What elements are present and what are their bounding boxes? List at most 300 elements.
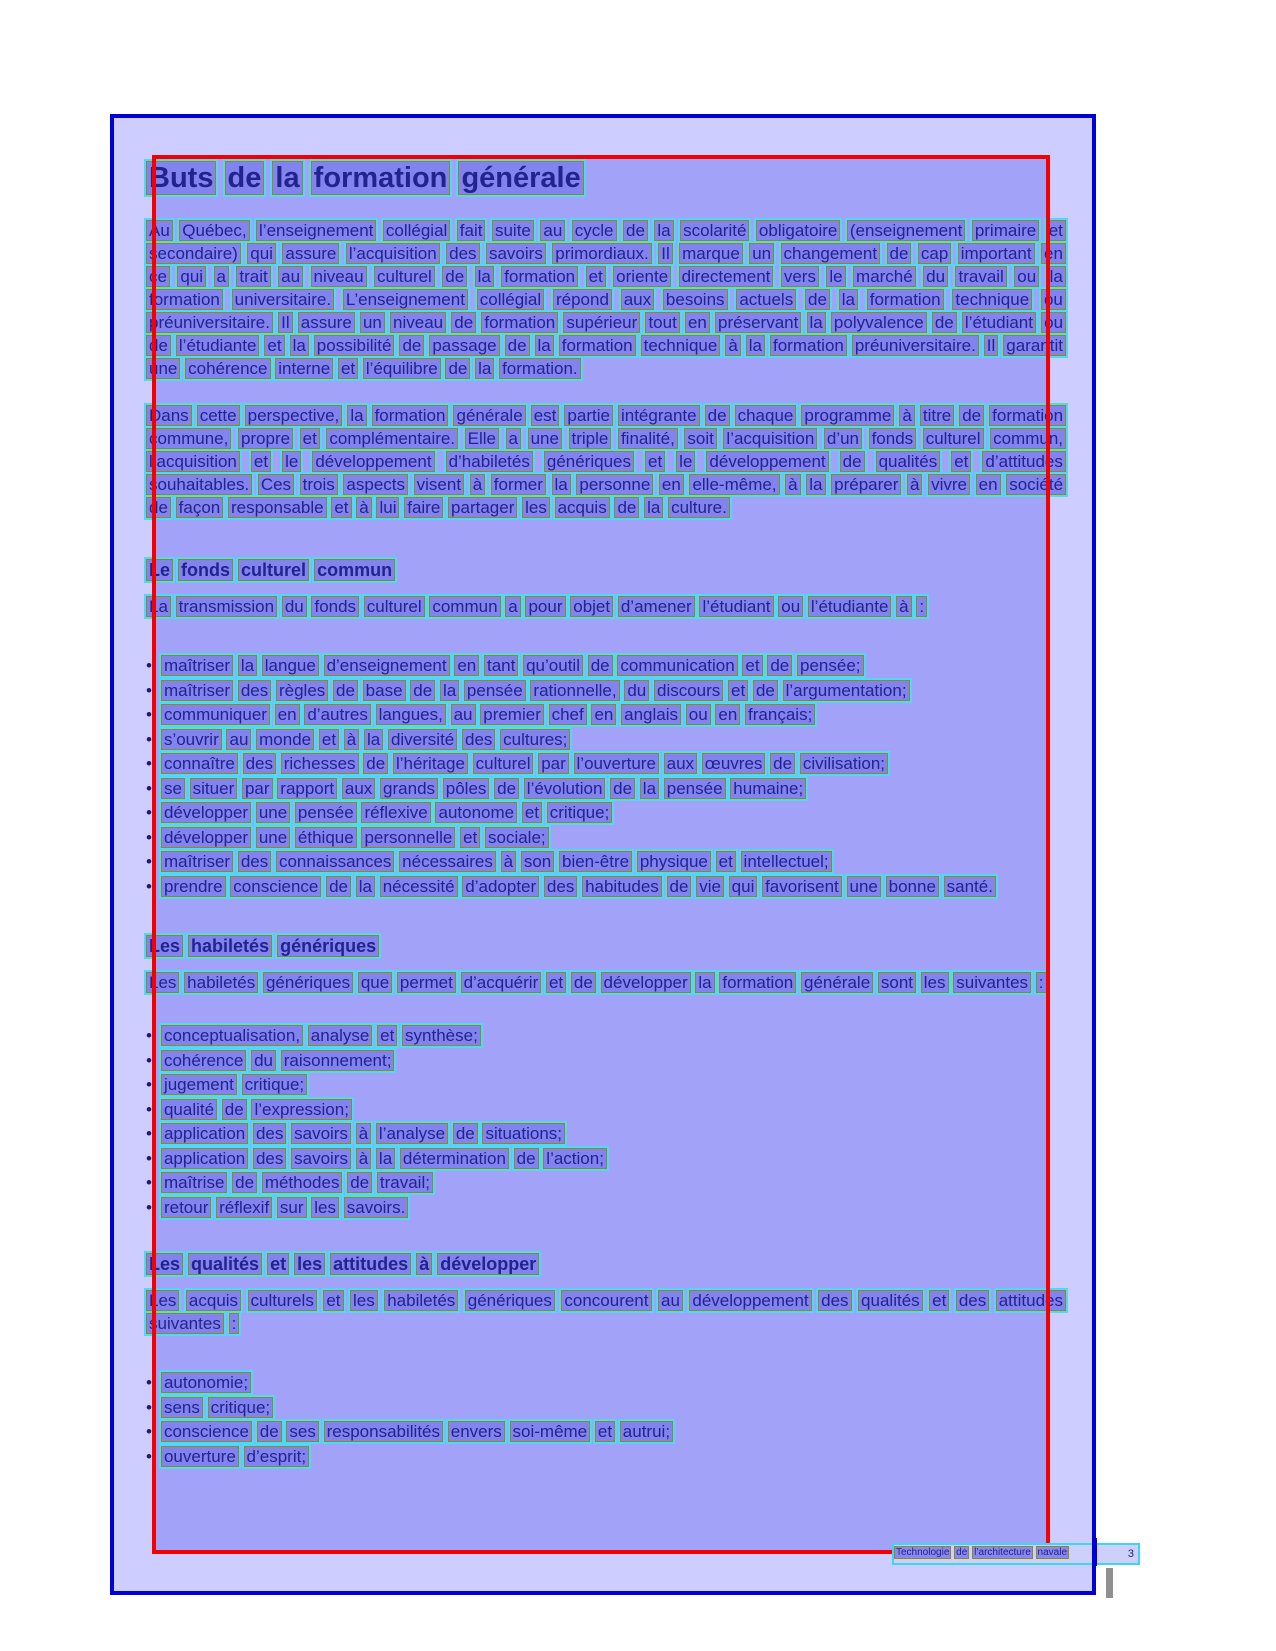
ocr-word-box: culturel — [238, 559, 309, 581]
ocr-word-box: l’équilibre — [363, 358, 441, 379]
list-item — [146, 801, 1066, 826]
ocr-word-box: partie — [564, 405, 613, 426]
list-item — [146, 1445, 1066, 1470]
ocr-word-box: application — [161, 1148, 248, 1169]
ocr-word-box: jugement — [161, 1074, 237, 1095]
ocr-word-box: d’autres — [304, 704, 370, 725]
ocr-word-box: titre — [920, 405, 954, 426]
ocr-word-box: perspective, — [245, 405, 343, 426]
ocr-word-box: ou — [1041, 312, 1066, 333]
ocr-word-box: souhaitables. — [146, 474, 252, 495]
ocr-word-box: l’action; — [543, 1148, 607, 1169]
ocr-word-box: fonds — [869, 428, 917, 449]
ocr-word-box: la — [440, 680, 459, 701]
ocr-word-box: Technologie — [896, 1547, 950, 1558]
ocr-word-box: des — [544, 876, 577, 897]
bullet-icon: • — [146, 1124, 152, 1143]
ocr-word-box: physique — [637, 851, 711, 872]
page-number: 3 — [1127, 1548, 1134, 1560]
ocr-word-box: critique; — [547, 802, 613, 823]
bullet-icon: • — [146, 1173, 152, 1192]
ocr-word-box: : — [1036, 972, 1047, 993]
text-cursor — [1106, 1568, 1113, 1598]
ocr-word-box: collégial — [477, 289, 544, 310]
ocr-word-box: pôles — [443, 778, 490, 799]
ocr-word-box: elle-même, — [689, 474, 779, 495]
ocr-word-box: du — [282, 596, 307, 617]
ocr-word-box: santé. — [944, 876, 996, 897]
ocr-word-box: de — [514, 1148, 539, 1169]
ocr-word-box: génériques — [465, 1290, 555, 1311]
ocr-word-box: des — [253, 1123, 286, 1144]
ocr-word-box: de — [505, 335, 530, 356]
ocr-word-box: de — [222, 1099, 247, 1120]
ocr-word-box: Il — [278, 312, 293, 333]
ocr-word-box: générale — [458, 161, 583, 195]
ocr-word-box: nécessaires — [399, 851, 496, 872]
ocr-word-box: technique — [952, 289, 1032, 310]
ocr-word-box: l’étudiante — [176, 335, 260, 356]
ocr-word-box: le — [282, 451, 301, 472]
ocr-word-box: la — [364, 729, 383, 750]
ocr-word-box: en — [591, 704, 616, 725]
ocr-word-box: développement — [689, 1290, 811, 1311]
ocr-word-box: et — [323, 1290, 343, 1311]
ocr-word-box: habiletés — [184, 972, 258, 993]
ocr-word-box: et — [377, 1025, 397, 1046]
page-title — [146, 159, 1066, 197]
ocr-word-box: une — [256, 802, 290, 823]
ocr-word-box: la — [290, 335, 309, 356]
ocr-word-box: de — [347, 1172, 372, 1193]
ocr-word-box: qui — [729, 876, 758, 897]
bullet-icon: • — [146, 1075, 152, 1094]
ocr-word-box: formation — [989, 405, 1066, 426]
ocr-word-box: et — [522, 802, 542, 823]
section-heading-qualites — [146, 1253, 1066, 1276]
ocr-word-box: a — [506, 428, 521, 449]
ocr-word-box: l’étudiant — [962, 312, 1036, 333]
ocr-word-box: soit — [684, 428, 716, 449]
ocr-word-box: au — [451, 704, 476, 725]
ocr-word-box: de — [146, 497, 171, 518]
ocr-word-box: une — [528, 428, 562, 449]
ocr-word-box: aux — [664, 753, 697, 774]
bullet-icon: • — [146, 803, 152, 822]
ocr-word-box: et — [338, 358, 358, 379]
ocr-word-box: sociale; — [485, 827, 549, 848]
ocr-word-box: fonds — [311, 596, 359, 617]
ocr-word-box: la — [644, 497, 663, 518]
ocr-word-box: préuniversitaire. — [852, 335, 979, 356]
ocr-word-box: l’expression; — [251, 1099, 352, 1120]
ocr-word-box: niveau — [390, 312, 446, 333]
ocr-word-box: Les — [146, 1253, 183, 1275]
ocr-word-box: savoirs — [486, 243, 546, 264]
ocr-word-box: trait — [236, 266, 270, 287]
ocr-word-box: en — [1041, 243, 1066, 264]
ocr-word-box: culturel — [374, 266, 435, 287]
ocr-word-box: habitudes — [582, 876, 662, 897]
ocr-word-box: objet — [570, 596, 613, 617]
ocr-word-box: une — [256, 827, 290, 848]
ocr-word-box: personne — [576, 474, 653, 495]
ocr-word-box: de — [333, 680, 358, 701]
ocr-word-box: Les — [146, 972, 179, 993]
ocr-word-box: : — [916, 596, 927, 617]
ocr-word-box: raisonnement; — [281, 1050, 395, 1071]
ocr-word-box: niveau — [311, 266, 367, 287]
ocr-word-box: de — [959, 405, 984, 426]
ocr-word-box: ou — [1014, 266, 1039, 287]
ocr-word-box: à — [907, 474, 922, 495]
ocr-word-box: fait — [457, 220, 486, 241]
ocr-word-box: de — [363, 753, 388, 774]
ocr-word-box: répond — [553, 289, 612, 310]
ocr-word-box: vers — [781, 266, 819, 287]
ocr-word-box: du — [624, 680, 649, 701]
ocr-word-box: aux — [342, 778, 375, 799]
ocr-word-box: chef — [549, 704, 587, 725]
ocr-word-box: l’acquisition — [146, 451, 240, 472]
ocr-word-box: grands — [380, 778, 438, 799]
ocr-word-box: une — [146, 358, 180, 379]
ocr-word-box: travail; — [377, 1172, 433, 1193]
ocr-word-box: conceptualisation, — [161, 1025, 303, 1046]
ocr-word-box: qualités — [876, 451, 941, 472]
ocr-word-box: et — [645, 451, 665, 472]
list-item — [146, 1098, 1066, 1123]
ocr-word-box: développement — [312, 451, 434, 472]
ocr-word-box: d’un — [824, 428, 862, 449]
bullet-icon: • — [146, 827, 152, 847]
bullet-icon: • — [146, 729, 152, 749]
list-item — [146, 1147, 1066, 1172]
ocr-word-box: à — [501, 851, 516, 872]
ocr-word-box: des — [238, 680, 271, 701]
bullet-icon: • — [146, 680, 152, 700]
ocr-word-box: de — [770, 753, 795, 774]
ocr-word-box: de — [232, 1172, 257, 1193]
ocr-word-box: de — [445, 358, 470, 379]
ocr-word-box: ou — [1041, 289, 1066, 310]
ocr-word-box: formation — [770, 335, 847, 356]
ocr-word-box: d’habiletés — [446, 451, 533, 472]
ocr-word-box: la — [238, 655, 257, 676]
ocr-word-box: des — [446, 243, 479, 264]
ocr-word-box: formation — [867, 289, 944, 310]
ocr-word-box: de — [442, 266, 467, 287]
ocr-word-box: de — [571, 972, 596, 993]
ocr-word-box: et — [264, 335, 284, 356]
list-item — [146, 679, 1066, 704]
ocr-word-box: qualités — [858, 1290, 923, 1311]
ocr-word-box: à — [356, 497, 371, 518]
ocr-word-box: société — [1006, 474, 1066, 495]
ocr-word-box: visent — [414, 474, 464, 495]
ocr-word-box: formation — [372, 405, 449, 426]
ocr-word-box: préservant — [715, 312, 801, 333]
list-item — [146, 875, 1066, 900]
ocr-word-box: transmission — [176, 596, 277, 617]
ocr-word-box: de — [767, 655, 792, 676]
ocr-word-box: à — [896, 596, 911, 617]
ocr-word-box: méthodes — [262, 1172, 343, 1193]
ocr-word-box: de — [410, 680, 435, 701]
ocr-word-box: développer — [161, 827, 251, 848]
ocr-word-box: et — [1046, 220, 1066, 241]
ocr-word-box: commun, — [990, 428, 1066, 449]
document-content — [146, 157, 1066, 1469]
ocr-word-box: l’évolution — [524, 778, 606, 799]
ocr-word-box: d’esprit; — [244, 1446, 310, 1467]
ocr-word-box: communiquer — [161, 704, 270, 725]
ocr-word-box: qui — [247, 243, 276, 264]
ocr-word-box: Dans — [146, 405, 192, 426]
ocr-word-box: l’acquisition — [723, 428, 817, 449]
ocr-word-box: et — [331, 497, 351, 518]
ocr-word-box: collégial — [383, 220, 450, 241]
list-item — [146, 1024, 1066, 1049]
bullet-list-qualites — [146, 1371, 1066, 1469]
ocr-word-box: formation — [481, 312, 558, 333]
ocr-word-box: et — [300, 428, 320, 449]
ocr-word-box: pensée — [664, 778, 726, 799]
list-item — [146, 1122, 1066, 1147]
ocr-word-box: la — [806, 474, 825, 495]
ocr-word-box: rationnelle, — [530, 680, 619, 701]
ocr-word-box: formation. — [499, 358, 581, 379]
ocr-word-box: réflexive — [361, 802, 430, 823]
ocr-word-box: des — [253, 1148, 286, 1169]
ocr-word-box: commune, — [146, 428, 231, 449]
ocr-word-box: à — [470, 474, 485, 495]
ocr-word-box: développer — [437, 1253, 539, 1275]
ocr-word-box: connaissances — [276, 851, 394, 872]
ocr-word-box: humaine; — [730, 778, 806, 799]
ocr-word-box: directement — [679, 266, 774, 287]
footer-line — [892, 1543, 1140, 1565]
ocr-word-box: situations; — [482, 1123, 565, 1144]
ocr-word-box: vie — [696, 876, 724, 897]
ocr-word-box: technique — [641, 335, 721, 356]
ocr-word-box: oriente — [613, 266, 671, 287]
ocr-word-box: lui — [376, 497, 399, 518]
ocr-word-box: culturel — [473, 753, 534, 774]
ocr-word-box: et — [586, 266, 606, 287]
ocr-word-box: Ces — [258, 474, 294, 495]
ocr-word-box: L’enseignement — [343, 289, 468, 310]
ocr-word-box: par — [538, 753, 569, 774]
ocr-word-box: travail — [955, 266, 1006, 287]
ocr-word-box: de — [326, 876, 351, 897]
ocr-word-box: former — [491, 474, 546, 495]
ocr-word-box: aspects — [343, 474, 408, 495]
ocr-word-box: et — [742, 655, 762, 676]
ocr-word-box: formation — [311, 161, 451, 195]
ocr-word-box: la — [695, 972, 714, 993]
ocr-word-box: la — [376, 1148, 395, 1169]
ocr-word-box: la — [654, 220, 673, 241]
ocr-word-box: culturels — [248, 1290, 317, 1311]
ocr-word-box: générale — [453, 405, 525, 426]
ocr-word-box: Le — [146, 559, 173, 581]
ocr-word-box: d’adopter — [462, 876, 539, 897]
ocr-word-box: d’enseignement — [324, 655, 450, 676]
section-heading-fonds-culturel — [146, 559, 1066, 582]
ocr-word-box: conscience — [161, 1421, 252, 1442]
ocr-word-box: attitudes — [330, 1253, 411, 1275]
ocr-word-box: à — [356, 1148, 371, 1169]
ocr-word-box: des — [243, 753, 276, 774]
list-item — [146, 654, 1066, 679]
bullet-icon: • — [146, 705, 152, 724]
ocr-word-box: formation — [501, 266, 578, 287]
ocr-word-box: langues, — [376, 704, 446, 725]
ocr-word-box: l’analyse — [376, 1123, 448, 1144]
ocr-word-box: d’attitudes — [982, 451, 1066, 472]
ocr-word-box: obligatoire — [756, 220, 840, 241]
ocr-word-box: Il — [984, 335, 999, 356]
ocr-word-box: culturel — [364, 596, 425, 617]
ocr-word-box: un — [360, 312, 385, 333]
ocr-word-box: la — [839, 289, 858, 310]
ocr-word-box: et — [951, 451, 971, 472]
ocr-word-box: changement — [781, 243, 881, 264]
ocr-word-box: de — [399, 335, 424, 356]
ocr-word-box: commun — [429, 596, 500, 617]
ocr-word-box: attitudes — [996, 1290, 1066, 1311]
ocr-word-box: de — [588, 655, 613, 676]
ocr-word-box: maîtriser — [161, 851, 233, 872]
ocr-word-box: des — [238, 851, 271, 872]
ocr-word-box: Les — [146, 1290, 179, 1311]
bullet-icon: • — [146, 754, 152, 773]
bullet-icon: • — [146, 778, 152, 798]
ocr-word-box: qualités — [188, 1253, 262, 1275]
ocr-word-box: chaque — [735, 405, 797, 426]
ocr-word-box: autonome — [435, 802, 517, 823]
ocr-word-box: ou — [778, 596, 803, 617]
ocr-word-box: au — [540, 220, 565, 241]
ocr-word-box: besoins — [663, 289, 728, 310]
ocr-word-box: qu’outil — [523, 655, 583, 676]
ocr-word-box: ou — [686, 704, 711, 725]
intro-paragraph-2 — [146, 404, 1066, 519]
ocr-word-box: acquis — [555, 497, 610, 518]
ocr-word-box: navale — [1037, 1547, 1068, 1558]
ocr-word-box: acquis — [186, 1290, 241, 1311]
ocr-word-box: sur — [277, 1197, 307, 1218]
ocr-word-box: et — [595, 1421, 615, 1442]
section-heading-habiletes — [146, 935, 1066, 958]
ocr-word-box: primordiaux. — [552, 243, 652, 264]
ocr-word-box: de — [840, 451, 865, 472]
ocr-word-box: génériques — [277, 935, 379, 957]
ocr-word-box: cultures; — [500, 729, 570, 750]
bullet-icon: • — [146, 852, 152, 871]
ocr-word-box: actuels — [736, 289, 796, 310]
ocr-word-box: l’ouverture — [574, 753, 659, 774]
ocr-word-box: concourent — [561, 1290, 651, 1311]
ocr-word-box: personnelle — [361, 827, 455, 848]
ocr-word-box: culturel — [923, 428, 984, 449]
ocr-word-box: garantit — [1003, 335, 1066, 356]
ocr-word-box: complémentaire. — [326, 428, 458, 449]
ocr-word-box: Québec, — [179, 220, 249, 241]
ocr-word-box: supérieur — [563, 312, 640, 333]
ocr-word-box: en — [976, 474, 1001, 495]
ocr-word-box: des — [956, 1290, 989, 1311]
ocr-word-box: passage — [429, 335, 499, 356]
ocr-word-box: trois — [300, 474, 338, 495]
ocr-word-box: en — [715, 704, 740, 725]
ocr-word-box: ce — [146, 266, 170, 287]
ocr-word-box: formation — [146, 289, 223, 310]
ocr-word-box: génériques — [263, 972, 353, 993]
ocr-word-box: de — [667, 876, 692, 897]
ocr-word-box: en — [454, 655, 479, 676]
ocr-word-box: à — [344, 729, 359, 750]
ocr-word-box: discours — [654, 680, 723, 701]
ocr-word-box: cycle — [572, 220, 617, 241]
ocr-word-box: de — [623, 220, 648, 241]
ocr-word-box: formation — [559, 335, 636, 356]
ocr-word-box: faire — [404, 497, 443, 518]
ocr-word-box: commun — [314, 559, 395, 581]
ocr-word-box: l’acquisition — [346, 243, 440, 264]
ocr-word-box: cohérence — [161, 1050, 246, 1071]
ocr-word-box: réflexif — [216, 1197, 272, 1218]
ocr-word-box: responsabilités — [324, 1421, 443, 1442]
ocr-word-box: rapport — [277, 778, 337, 799]
ocr-word-box: et — [728, 680, 748, 701]
list-item — [146, 850, 1066, 875]
ocr-word-box: et — [716, 851, 736, 872]
ocr-word-box: de — [805, 289, 830, 310]
ocr-word-box: et — [267, 1253, 289, 1275]
ocr-word-box: la — [640, 778, 659, 799]
ocr-word-box: triple — [569, 428, 612, 449]
ocr-word-box: et — [546, 972, 566, 993]
ocr-word-box: prendre — [161, 876, 226, 897]
ocr-word-box: et — [251, 451, 271, 472]
ocr-word-box: a — [214, 266, 229, 287]
ocr-word-box: suite — [492, 220, 534, 241]
ocr-word-box: primaire — [972, 220, 1039, 241]
ocr-word-box: marque — [679, 243, 743, 264]
list-item — [146, 1420, 1066, 1445]
ocr-word-box: scolarité — [680, 220, 749, 241]
ocr-word-box: interne — [275, 358, 333, 379]
ocr-word-box: Buts — [146, 161, 216, 195]
ocr-word-box: en — [275, 704, 300, 725]
ocr-word-box: pour — [525, 596, 565, 617]
list-item — [146, 728, 1066, 753]
ocr-word-box: premier — [480, 704, 544, 725]
ocr-word-box: d’acquérir — [461, 972, 542, 993]
bullet-icon: • — [146, 656, 152, 675]
ocr-word-box: œuvres — [702, 753, 766, 774]
ocr-word-box: l’argumentation; — [783, 680, 910, 701]
bullet-icon: • — [146, 1026, 152, 1045]
ocr-word-box: du — [251, 1050, 276, 1071]
ocr-word-box: nécessité — [380, 876, 458, 897]
section-lead-habiletes — [146, 971, 1066, 994]
ocr-word-box: l’étudiante — [808, 596, 892, 617]
ocr-word-box: anglais — [621, 704, 681, 725]
list-item — [146, 1196, 1066, 1221]
